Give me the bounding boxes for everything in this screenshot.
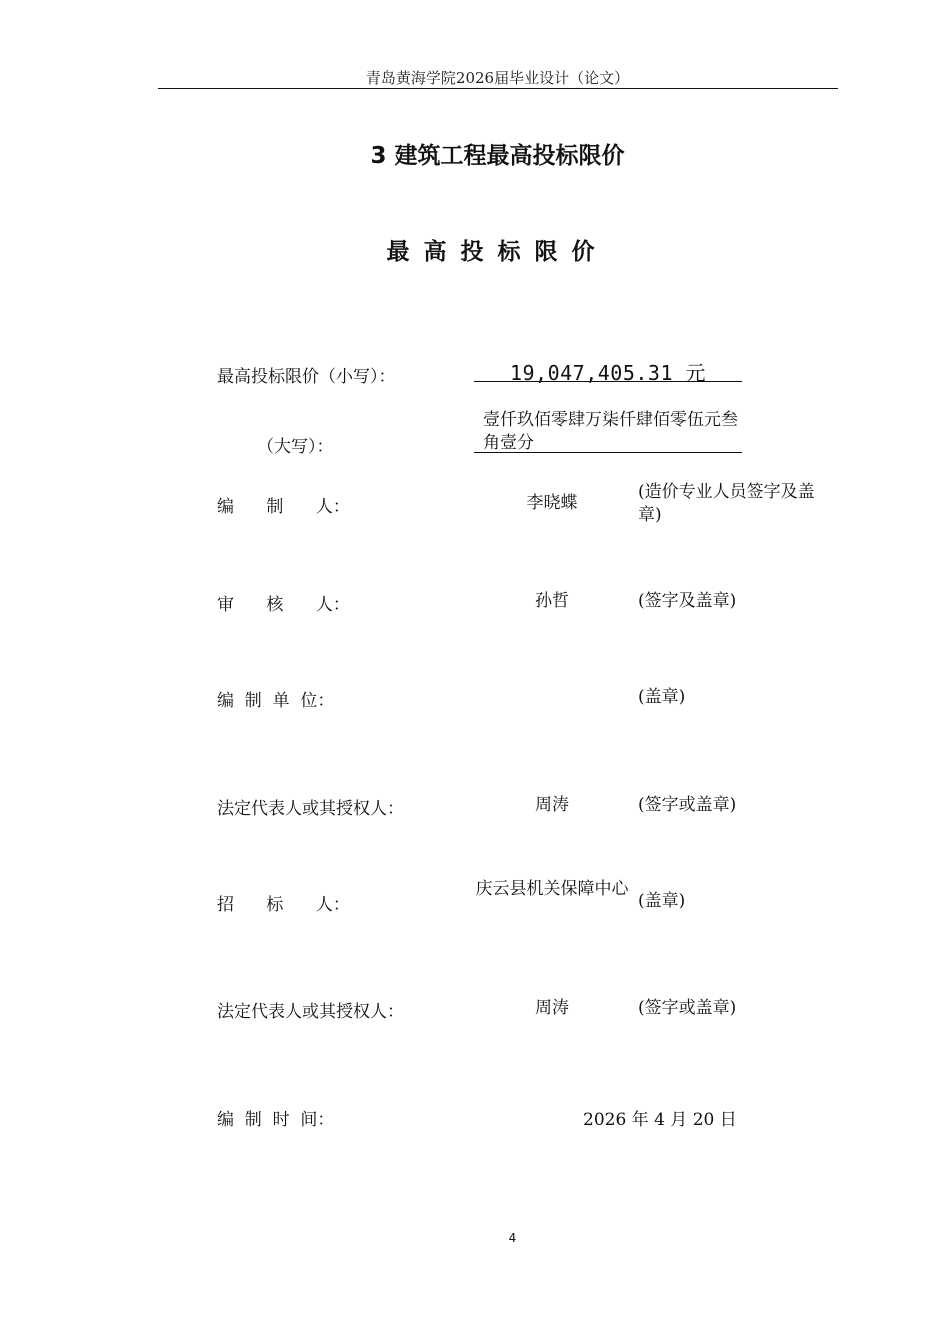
amount-large-label: （大写）： bbox=[257, 437, 334, 457]
compiler-label: 编 制 人： bbox=[217, 497, 350, 517]
legal-rep-label-2: 法定代表人或其授权人： bbox=[217, 1002, 404, 1022]
page-number: 4 bbox=[508, 1231, 517, 1245]
tenderer-value: 庆云县机关保障中心 bbox=[475, 879, 629, 899]
legal-rep-value: 周涛 bbox=[535, 795, 569, 815]
running-header: 青岛黄海学院2026届毕业设计（论文） bbox=[365, 69, 630, 87]
compiler-note: (造价专业人员签字及盖章) bbox=[638, 482, 815, 525]
tenderer-note: (盖章) bbox=[638, 891, 686, 911]
unit-note: (盖章) bbox=[638, 687, 686, 707]
legal-rep-value-2: 周涛 bbox=[535, 998, 569, 1018]
amount-small-value: 19,047,405.31 元 bbox=[509, 361, 707, 385]
amount-small-underline bbox=[474, 381, 742, 382]
date-label: 编 制 时 间： bbox=[217, 1110, 335, 1130]
reviewer-label: 审 核 人： bbox=[217, 595, 350, 615]
amount-small-label: 最高投标限价（小写）： bbox=[217, 367, 396, 387]
legal-rep-note: (签字或盖章) bbox=[638, 795, 737, 815]
form-title: 最高投标限价 bbox=[386, 239, 609, 265]
date-value: 2026 年 4 月 20 日 bbox=[583, 1110, 737, 1130]
amount-large-value: 壹仟玖佰零肆万柒仟肆佰零伍元叁角壹分 bbox=[483, 410, 738, 453]
reviewer-value: 孙哲 bbox=[535, 591, 569, 611]
compiler-value: 李晓蝶 bbox=[526, 493, 578, 513]
amount-large-underline bbox=[474, 452, 742, 453]
tenderer-label: 招 标 人： bbox=[217, 895, 350, 915]
chapter-title: 3 建筑工程最高投标限价 bbox=[370, 143, 625, 169]
legal-rep-label: 法定代表人或其授权人： bbox=[217, 799, 404, 819]
header-divider bbox=[158, 88, 838, 89]
legal-rep-note-2: (签字或盖章) bbox=[638, 998, 737, 1018]
unit-label: 编 制 单 位： bbox=[217, 691, 335, 711]
reviewer-note: (签字及盖章) bbox=[638, 591, 737, 611]
